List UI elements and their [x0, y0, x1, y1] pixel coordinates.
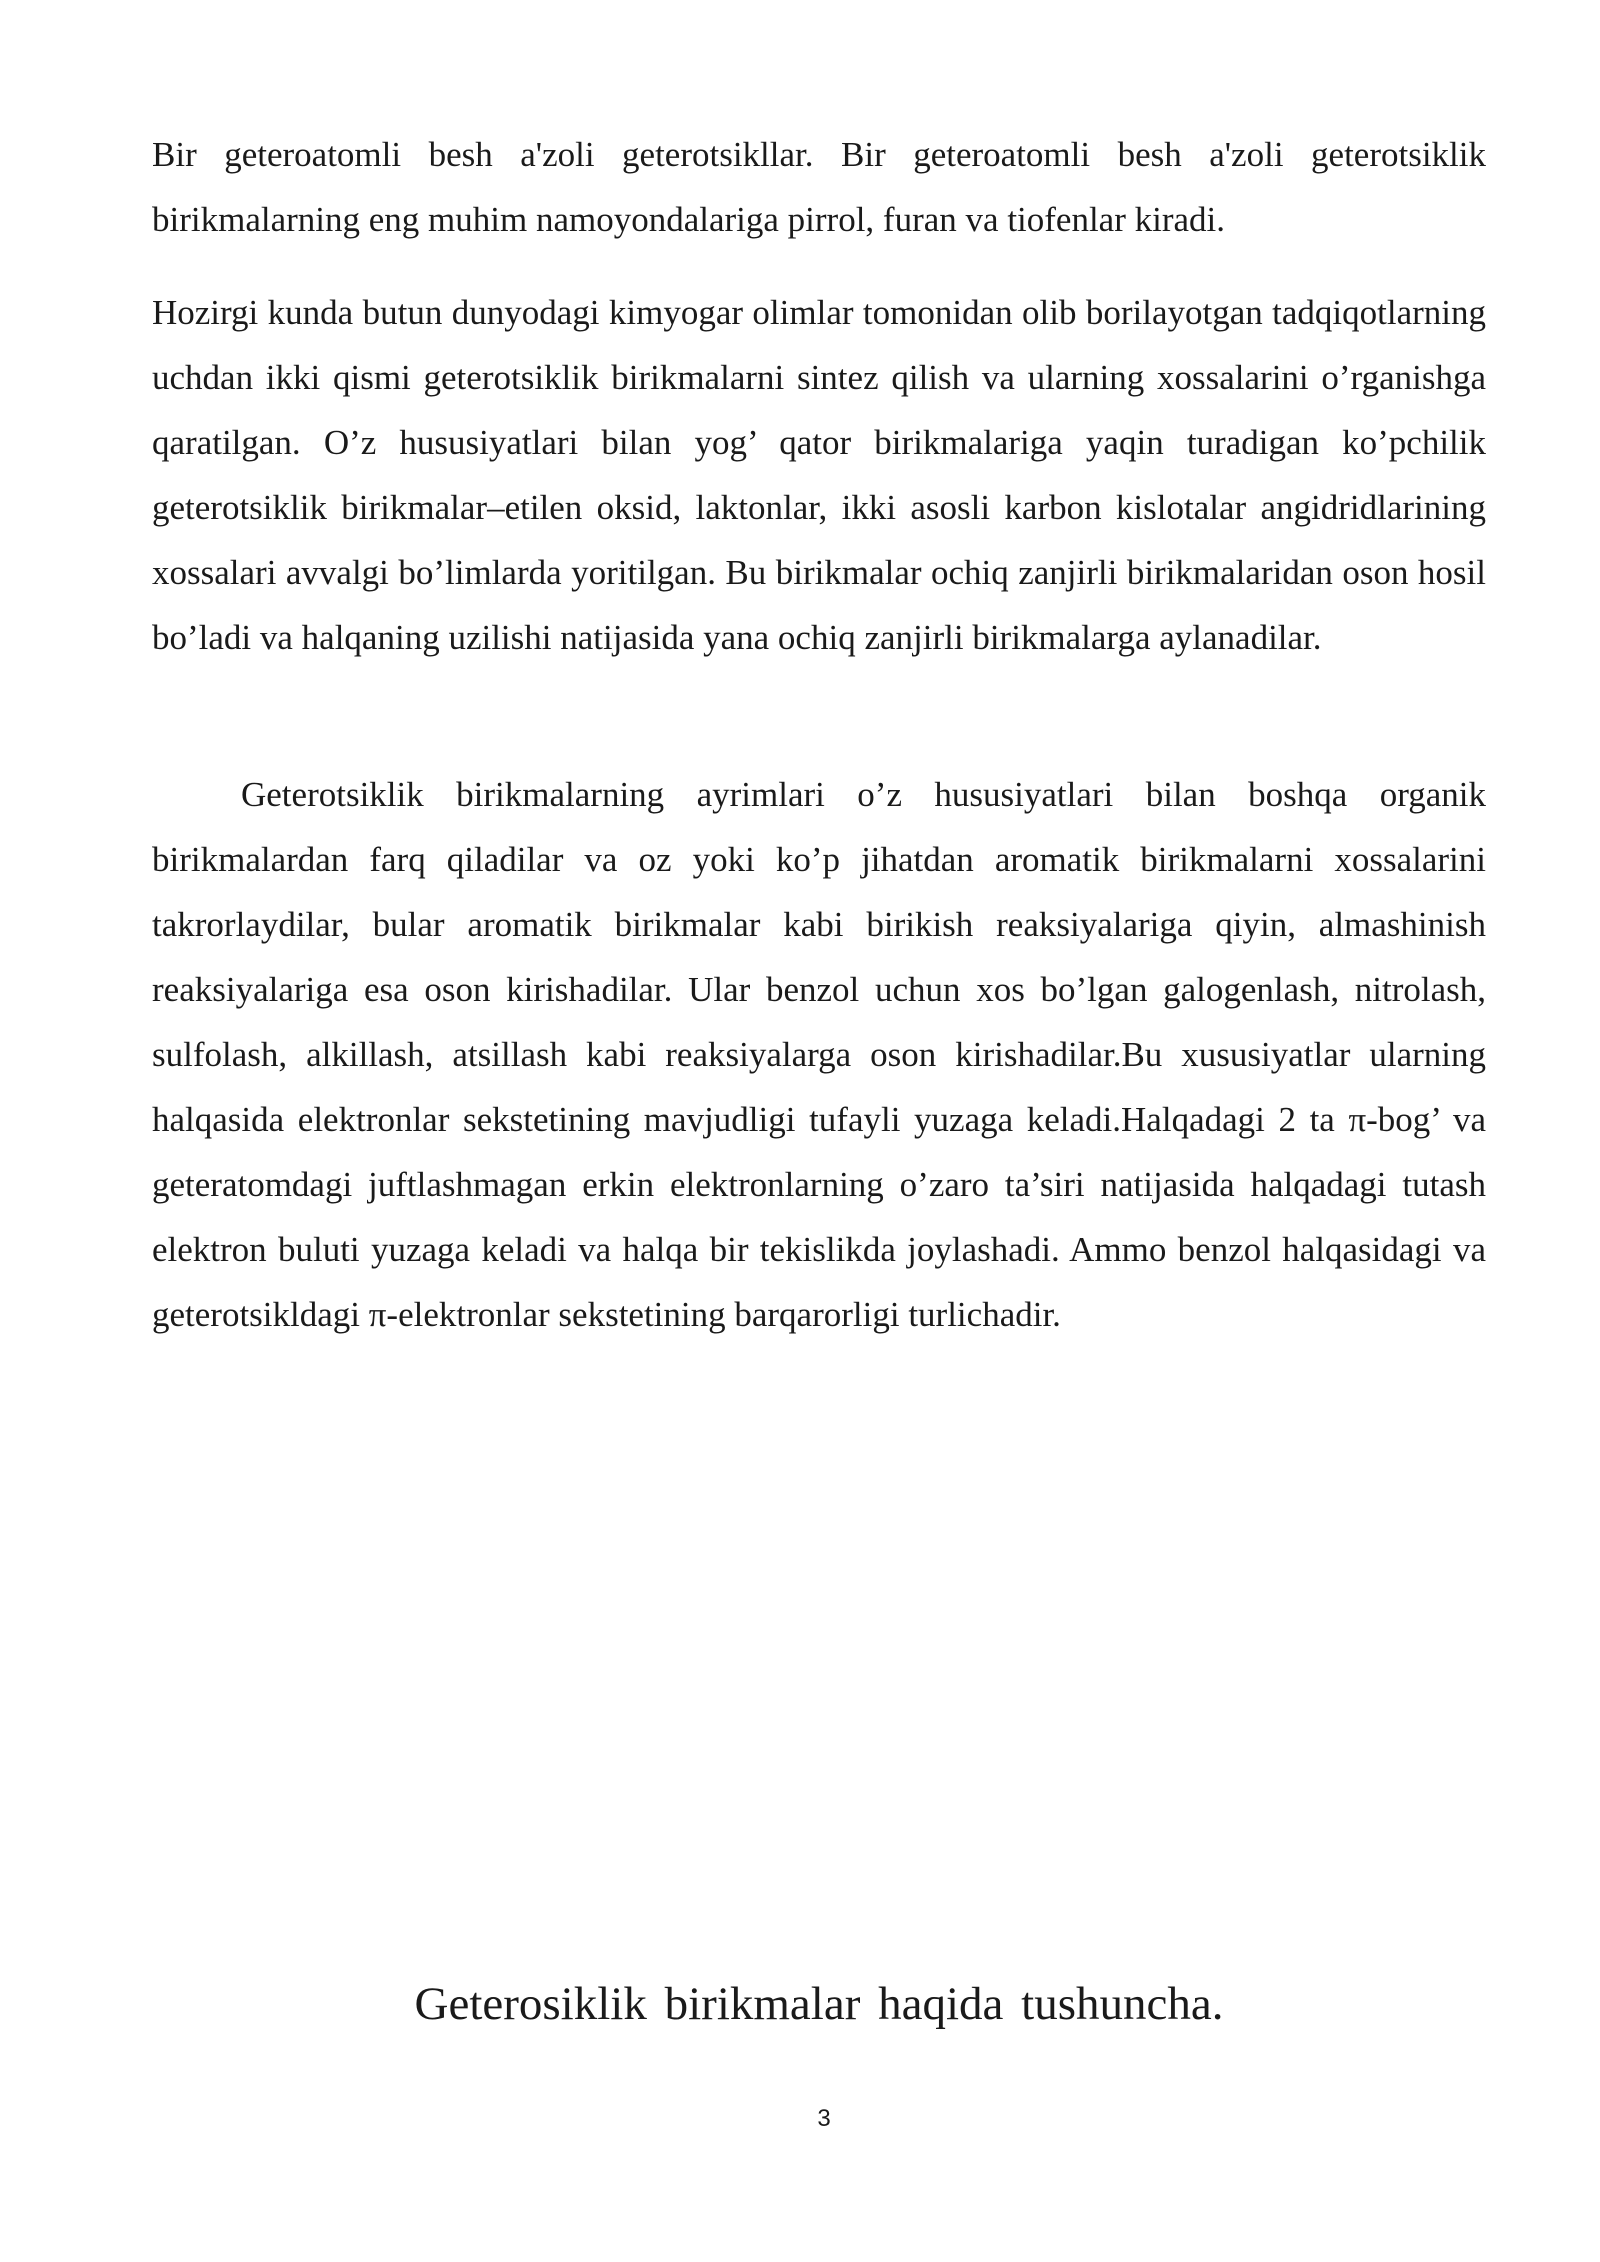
page-number: 3 [817, 2105, 831, 2132]
paragraph-intro: Bir geteroatomli besh a'zoli geterotsikllar. Bir geteroatomli besh a'zoli geterotsiklik birikmalarning eng muhim namoyondalariga pirrol, furan va tiofenlar kiradi. [152, 135, 1486, 239]
paragraph-research: Hozirgi kunda butun dunyodagi kimyogar olimlar tomonidan olib borilayotgan tadqiqotlarning uchdan ikki qismi geterotsiklik birikmalarni sintez qilish va ularning xossalarini o’rganishga qaratilgan. O’z hususiyatlari bilan yog’ qator birikmalariga yaqin turadigan ko’pchilik geterotsiklik birikmalar–etilen oksid, laktonlar, ikki asosli karbon kislotalar angidridlarining xossalari avvalgi bo’limlarda yoritilgan. Bu birikmalar ochiq zanjirli birikmalaridan oson hosil bo’ladi va halqaning uzilishi natijasida yana ochiq zanjirli birikmalarga aylanadilar. [152, 293, 1486, 657]
paragraph-aromatic-properties: Geterotsiklik birikmalarning ayrimlari o’z hususiyatlari bilan boshqa organik birikmalardan farq qiladilar va oz yoki ko’p jihatdan aromatik birikmalarni xossalarini takrorlaydilar, bular aromatik birikmalar kabi birikish reaksiyalariga qiyin, almashinish reaksiyalariga esa oson kirishadilar. Ular benzol uchun xos bo’lgan galogenlash, nitrolash, sulfolash, alkillash, atsillash kabi reaksiyalarga oson kirishadilar.Bu xususiyatlar ularning halqasida elektronlar sekstetining mavjudligi tufayli yuzaga keladi.Halqadagi 2 ta π-bog’ va geteratomdagi juftlashmagan erkin elektronlarning o’zaro ta’siri natijasida halqadagi tutash elektron buluti yuzaga keladi va halqa bir tekislikda joylashadi. Ammo benzol halqasidagi va geterotsikldagi π-elektronlar sekstetining barqarorligi turlichadir. [152, 775, 1486, 1334]
section-heading: Geterosiklik birikmalar haqida tushuncha. [414, 1978, 1224, 2030]
